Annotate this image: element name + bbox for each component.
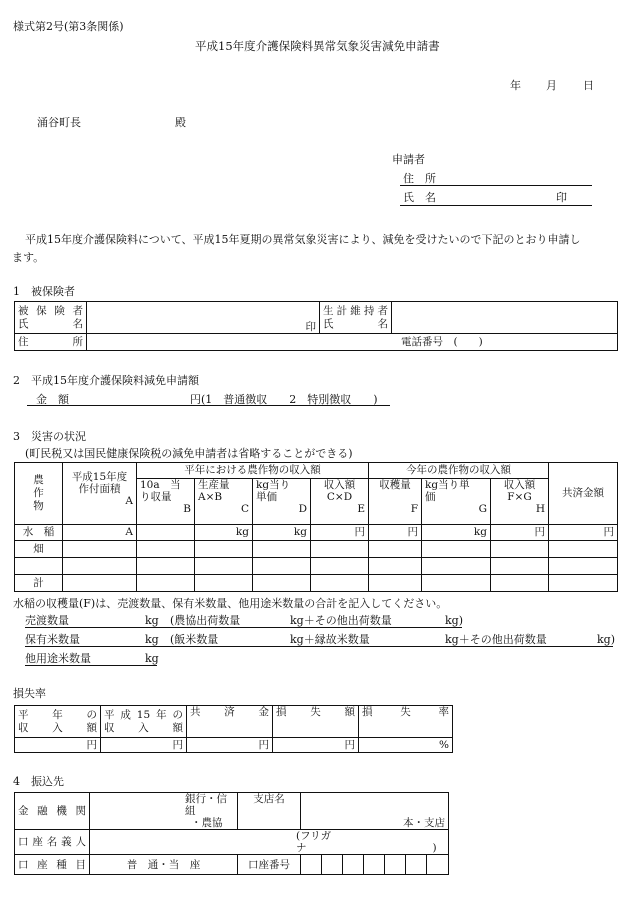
account-number-digit[interactable] (364, 855, 385, 875)
current-income-header: 平成15年の 収入額 (101, 706, 187, 738)
account-type-label: 口座種目 (15, 855, 90, 875)
current-income-group: 今年の農作物の収入額 (369, 463, 549, 479)
unit-price-current-header: kg当り単 価 G (422, 479, 491, 525)
loss-amount-value[interactable]: 円 (273, 738, 359, 753)
date-day[interactable]: 日 (583, 79, 594, 92)
insured-name-label-cell: 被保険者 氏名 (15, 302, 87, 334)
account-number-digit[interactable] (385, 855, 406, 875)
loss-rate-header: 損失率 (359, 706, 453, 738)
address-label: 住所 (15, 334, 87, 351)
sold-kg[interactable]: kg (145, 614, 159, 627)
normal-income-value[interactable]: 円 (15, 738, 101, 753)
address-field[interactable] (87, 334, 618, 351)
loss-amount-header: 損失額 (273, 706, 359, 738)
applicant-address-label: 住 所 (403, 172, 436, 185)
bank-label: 金融機関 (15, 793, 90, 830)
account-number-digit[interactable] (406, 855, 427, 875)
production-header: 生産量 A×B C (195, 479, 253, 525)
row-field: 畑 (15, 541, 618, 558)
row-rice: 水 稲 A kg kg 円 円 kg 円 円 (15, 525, 618, 541)
form-number: 様式第2号(第3条関係) (13, 20, 124, 33)
yield-per-10a-header: 10a 当 り収量 B (137, 479, 195, 525)
rice-harvest-note: 水稲の収穫量(F)は、売渡数量、保有米数量、他用途米数量の合計を記入してください。 (13, 597, 448, 610)
bank-name-field[interactable]: 銀行・信組 ・農協 (90, 793, 238, 830)
householder-name-field[interactable] (392, 302, 618, 334)
section2-heading: 2 平成15年度介護保険料減免申請額 (13, 374, 199, 387)
disaster-table (14, 462, 618, 592)
crop-header: 農作物 (15, 463, 63, 525)
relief-amount-value[interactable]: 円 (187, 738, 273, 753)
sold-detail-3[interactable]: kg) (445, 614, 463, 627)
account-number-digit[interactable] (301, 855, 322, 875)
hold-label: 保有米数量 (25, 633, 80, 646)
document-title: 平成15年度介護保険料異常気象災害減免申請書 (195, 39, 440, 53)
normal-income-group: 平年における農作物の収入額 (137, 463, 369, 479)
harvest-header: 収穫量 F (369, 479, 422, 525)
bank-table (14, 792, 449, 875)
insured-name-field[interactable] (87, 302, 320, 334)
householder-label-cell: 生計維持者 氏名 (320, 302, 392, 334)
hold-detail-3[interactable]: kg＋その他出荷数量 (445, 633, 547, 646)
branch-label-cell: 支店名 (238, 793, 301, 830)
income-header: 収入額 C×D E (311, 479, 369, 525)
amount-label: 金 額 (36, 393, 69, 406)
intro-line-2: ます。 (12, 251, 45, 264)
section1-heading: 1 被保険者 (13, 285, 75, 298)
area-header: 平成15年度 作付面積 A (63, 463, 137, 525)
honorific: 殿 (175, 116, 186, 129)
other-use-kg[interactable]: kg (145, 652, 159, 665)
applicant-name-label: 氏 名 (403, 191, 436, 204)
insured-table (14, 301, 618, 351)
sold-detail-1: (農協出荷数量 (170, 614, 241, 627)
row-total: 計 (15, 575, 618, 592)
sold-underline (25, 627, 462, 628)
amount-underline (27, 405, 390, 406)
hold-detail-4[interactable]: kg) (597, 633, 615, 646)
applicant-name-line[interactable] (400, 205, 592, 206)
intro-line-1: 平成15年度介護保険料について、平成15年夏期の異常気象災害により、減免を受けたいので下記のとおり申請し (25, 233, 581, 246)
section3-note: (町民税又は国民健康保険税の減免申請者は省略することができる) (25, 447, 353, 460)
income-current-header: 収入額 F×G H (491, 479, 549, 525)
branch-field[interactable]: 本・支店 (301, 793, 449, 830)
section4-heading: 4 振込先 (13, 775, 64, 788)
other-use-label: 他用途米数量 (25, 652, 91, 665)
hold-detail-1: (飯米数量 (170, 633, 219, 646)
applicant-address-line[interactable] (400, 185, 592, 186)
amount-collection-type[interactable]: 円(1 普通徴収 2 特別徴収 ) (190, 393, 378, 406)
sold-label: 売渡数量 (25, 614, 69, 627)
current-income-value[interactable]: 円 (101, 738, 187, 753)
section3-heading: 3 災害の状況 (13, 430, 86, 443)
row-blank (15, 558, 618, 575)
account-number-label: 口座番号 (238, 855, 301, 875)
applicant-label: 申請者 (392, 153, 425, 166)
insured-seal: 印 (305, 320, 316, 333)
other-use-underline (25, 665, 157, 666)
applicant-seal: 印 (556, 191, 567, 204)
relief-amount-header: 共済金 (187, 706, 273, 738)
phone-label: 電話番号 ( ) (401, 335, 483, 348)
sold-detail-2[interactable]: kg＋その他出荷数量 (290, 614, 392, 627)
account-number-digit[interactable] (427, 855, 449, 875)
account-number-digit[interactable] (343, 855, 364, 875)
unit-price-header: kg当り 単価 D (253, 479, 311, 525)
date-year[interactable]: 年 (510, 79, 521, 92)
account-holder-field[interactable]: (フリガナ ) (90, 830, 449, 855)
hold-detail-2[interactable]: kg＋縁故米数量 (290, 633, 370, 646)
hold-underline (25, 646, 613, 647)
account-number-digit[interactable] (322, 855, 343, 875)
loss-rate-value[interactable]: % (359, 738, 453, 753)
addressee: 涌谷町長 (37, 116, 81, 129)
date-month[interactable]: 月 (546, 79, 557, 92)
loss-heading: 損失率 (13, 687, 46, 700)
normal-income-header: 平年の 収入額 (15, 706, 101, 738)
loss-table (14, 705, 453, 753)
relief-header: 共済金額 (549, 463, 618, 525)
hold-kg[interactable]: kg (145, 633, 159, 646)
account-holder-label: 口座名義人 (15, 830, 90, 855)
account-type-value[interactable]: 普 通・当 座 (90, 855, 238, 875)
